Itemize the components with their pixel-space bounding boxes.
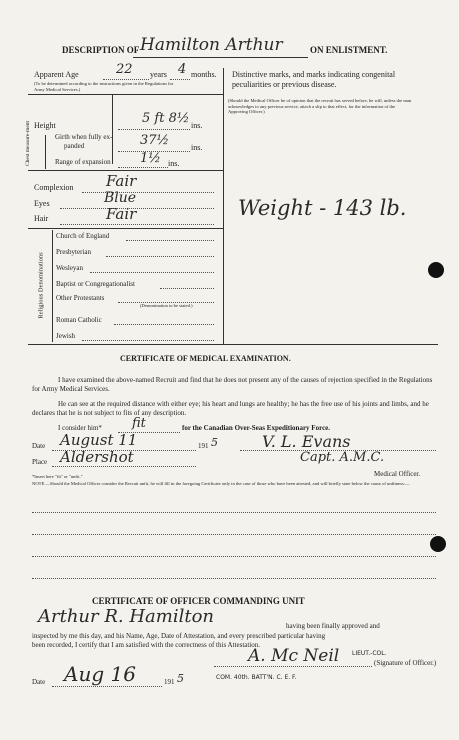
unfit-line-2 [32,534,436,535]
unfit-line-3 [32,556,436,557]
religion-line-6 [114,324,214,325]
header-name-line [133,57,308,58]
age-months-line [170,79,190,80]
chest-bracket [45,135,46,169]
religion-line-7 [82,340,214,341]
commanding-year-prefix: 191 [164,678,175,686]
commanding-line-3: been recorded, I certify that I am satisfied with the correctness of this Attestation. [32,641,261,649]
religion-church-of-england: Church of England [56,232,110,240]
medical-officer-label: Medical Officer. [374,470,421,478]
girth-unit: ins. [191,143,203,152]
medical-signature: V. L. Evans [262,432,351,451]
complexion-label: Complexion [34,183,74,192]
punch-hole-bottom [430,536,446,552]
medical-para-1: I have examined the above-named Recruit and find that he does not present any of the causes of rejection specified in the Regulations for Army Medical Services. [32,376,433,393]
age-months-value: 4 [178,62,187,77]
label-column-divider [112,94,113,164]
height-unit: ins. [191,121,203,130]
commanding-title: CERTIFICATE OF OFFICER COMMANDING UNIT [92,596,305,606]
age-years-value: 22 [116,62,133,77]
height-line [118,129,190,130]
religion-line-3 [90,272,214,273]
weight-value: Weight - 143 lb. [238,196,407,220]
medical-year-prefix: 191 [198,442,209,450]
range-unit: ins. [168,159,180,168]
religion-line-1 [126,240,214,241]
eyes-value: Blue [104,190,137,206]
apparent-age-label: Apparent Age [34,70,79,79]
unfit-line-1 [32,512,436,513]
height-label: Height [34,121,56,130]
religion-label: Religious Denominations [37,252,45,319]
medical-date-label: Date [32,442,46,450]
commanding-year-value: 5 [177,672,184,685]
other-protestants-note: (Denomination to be stated.) [140,303,193,308]
unfit-line-4 [32,578,436,579]
rank-stamp: LIEUT.-COL. [352,650,387,657]
girth-value: 37½ [140,133,170,148]
punch-hole-top [428,262,444,278]
medical-date-value: August 11 [60,431,138,449]
medical-year-value: 5 [211,436,218,449]
months-label: months. [191,70,217,79]
age-box-rule [28,94,223,95]
religion-presbyterian: Presbyterian [56,248,91,256]
religion-other-protestants: Other Protestants [56,294,105,302]
signature-of-officer-label: (Signature of Officer.) [374,659,437,667]
complexion-line [82,192,214,193]
religion-line-4 [160,288,214,289]
hair-value: Fair [106,205,137,223]
commanding-date-line [52,686,162,687]
range-value: 1½ [140,151,161,166]
range-label: Range of expansion [55,158,111,166]
medical-para-2: He can see at the required distance with either eye; his heart and lungs are healthy; he has the free use of his joints and limbs, and he declares that he is not subject to fits of any description. [32,400,429,417]
commanding-line-1-end: having been finally approved and [286,622,380,630]
girth-label-2: panded [64,142,85,150]
header-name: Hamilton Arthur [140,35,283,55]
girth-label-1: Girth when fully ex- [55,133,113,141]
religion-line-2 [106,256,214,257]
place-value: Aldershot [60,448,134,466]
eyes-label: Eyes [34,199,50,208]
religion-roman-catholic: Roman Catholic [56,316,102,324]
age-note: (To be determined according to the instructions given in the Regulations for Army Medical Services.) [34,81,174,92]
commanding-line-2: inspected by me this day, and his Name, Age, Date of Attestation, and every prescribed particular having [32,632,326,640]
commanding-date-label: Date [32,678,46,686]
physical-box-rule [28,170,223,171]
header-prefix: DESCRIPTION OF [62,45,140,55]
range-line [118,167,168,168]
column-divider [223,68,224,344]
consider-suffix: for the Canadian Over-Seas Expeditionary Force. [182,424,331,432]
religion-baptist: Baptist or Congregationalist [56,280,135,288]
distinctive-note: (Should the Medical Officer be of opinion that the recruit has served before, he will, unless the man acknowledges to any previous service, attach a slip to that effect, for the information of the Approving Officer.) [228,98,412,114]
header-suffix: ON ENLISTMENT. [310,45,388,55]
place-label: Place [32,458,48,466]
commanding-date-value: Aug 16 [64,662,136,686]
commanding-signature-line [214,666,372,667]
age-years-line [103,79,149,80]
distinctive-heading: Distinctive marks, and marks indicating congenital peculiarities or previous disease. [232,70,396,89]
consider-value: fit [132,416,146,431]
religion-box-rule [28,228,223,229]
religion-wesleyan: Wesleyan [56,264,84,272]
medical-title: CERTIFICATE OF MEDICAL EXAMINATION. [120,354,291,363]
years-label: years [150,70,167,79]
commanding-signature: A. Mc Neil [248,646,340,666]
place-line [52,466,196,467]
medical-note: NOTE.—Should the Medical Officer consider the Recruit unfit, he will fill in the foregoing Certificate only in the case of those who have been attested, and will briefly state below the cause of unfitness:— [32,481,410,486]
height-value: 5 ft 8½ [142,111,190,126]
religion-bracket [52,230,53,342]
eyes-line [60,208,214,209]
fit-footnote: *Insert here "fit" or "unfit." [32,474,83,479]
chest-label: Chest measure-ment [25,120,31,166]
commanding-handwritten-name: Arthur R. Hamilton [38,606,215,627]
unit-stamp: COM. 40th. BATT'N. C. E. F. [216,674,297,681]
complexion-value: Fair [106,172,137,190]
medical-rank: Capt. A.M.C. [300,450,385,465]
section-rule [28,344,438,345]
hair-label: Hair [34,214,49,223]
religion-jewish: Jewish [56,332,76,340]
consider-prefix: I consider him* [58,424,102,432]
hair-line [60,224,214,225]
